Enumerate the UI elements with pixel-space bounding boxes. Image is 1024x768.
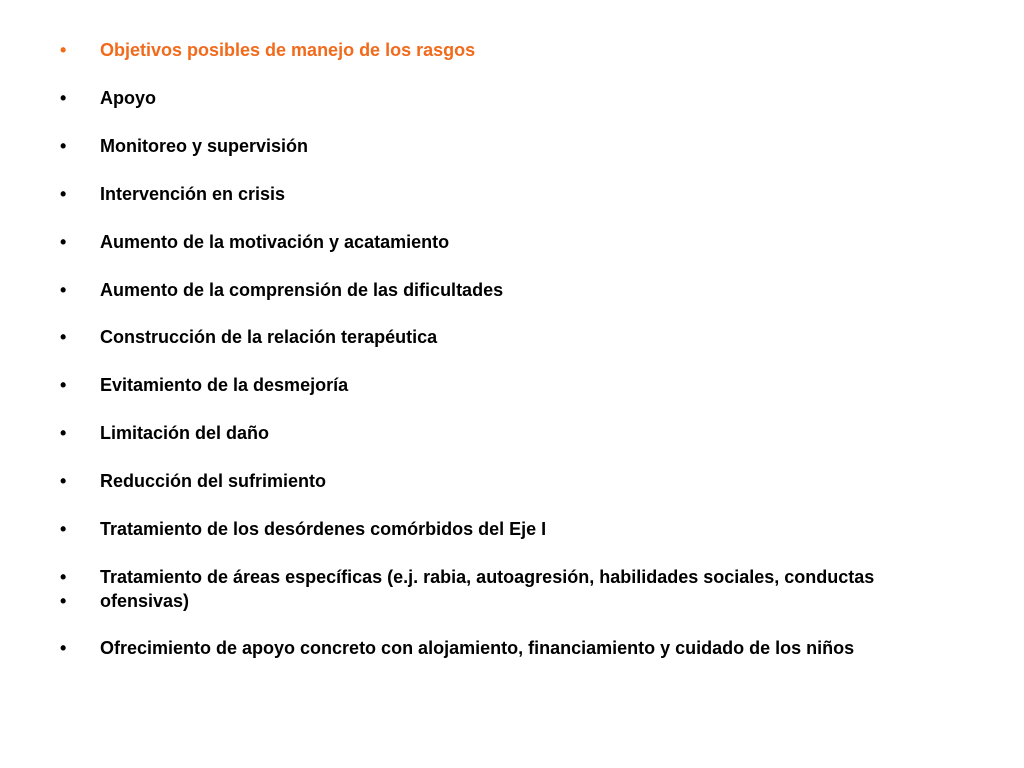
list-item-text: Construcción de la relación terapéutica	[100, 327, 438, 347]
bullet-icon: •	[60, 40, 67, 60]
list-item-text: Intervención en crisis	[100, 184, 286, 204]
list-item-text: Tratamiento de áreas específicas (e.j. rabia, autoagresión, habilidades sociales, conductas	[100, 567, 875, 587]
bullet-icon: •	[60, 232, 67, 252]
bullet-icon: •	[60, 638, 67, 658]
list-item-text: Limitación del daño	[100, 423, 270, 443]
bullet-icon: •	[60, 567, 67, 587]
bullet-icon: •	[60, 423, 67, 443]
list-item-text: Ofrecimiento de apoyo concreto con alojamiento, financiamiento y cuidado de los niños	[100, 638, 855, 658]
bullet-icon: •	[60, 375, 67, 395]
bullet-icon: •	[60, 280, 67, 300]
bullet-icon: •	[60, 471, 67, 491]
slide-heading: Objetivos posibles de manejo de los rasgos	[100, 40, 476, 60]
list-item-text: Reducción del sufrimiento	[100, 471, 327, 491]
list-item-text: Aumento de la comprensión de las dificultades	[100, 280, 504, 300]
list-item-text: Tratamiento de los desórdenes comórbidos del Eje I	[100, 519, 547, 539]
bullet-icon: •	[60, 184, 67, 204]
bullet-icon: •	[60, 327, 67, 347]
list-item-text: Apoyo	[100, 88, 156, 108]
list-item-text: Monitoreo y supervisión	[100, 136, 309, 156]
list-item-text: Evitamiento de la desmejoría	[100, 375, 349, 395]
bullet-icon: •	[60, 519, 67, 539]
bullet-icon: •	[60, 591, 67, 611]
list-item-text: ofensivas)	[100, 591, 190, 611]
bullet-icon: •	[60, 88, 67, 108]
list-item-text: Aumento de la motivación y acatamiento	[100, 232, 450, 252]
bullet-icon: •	[60, 136, 67, 156]
